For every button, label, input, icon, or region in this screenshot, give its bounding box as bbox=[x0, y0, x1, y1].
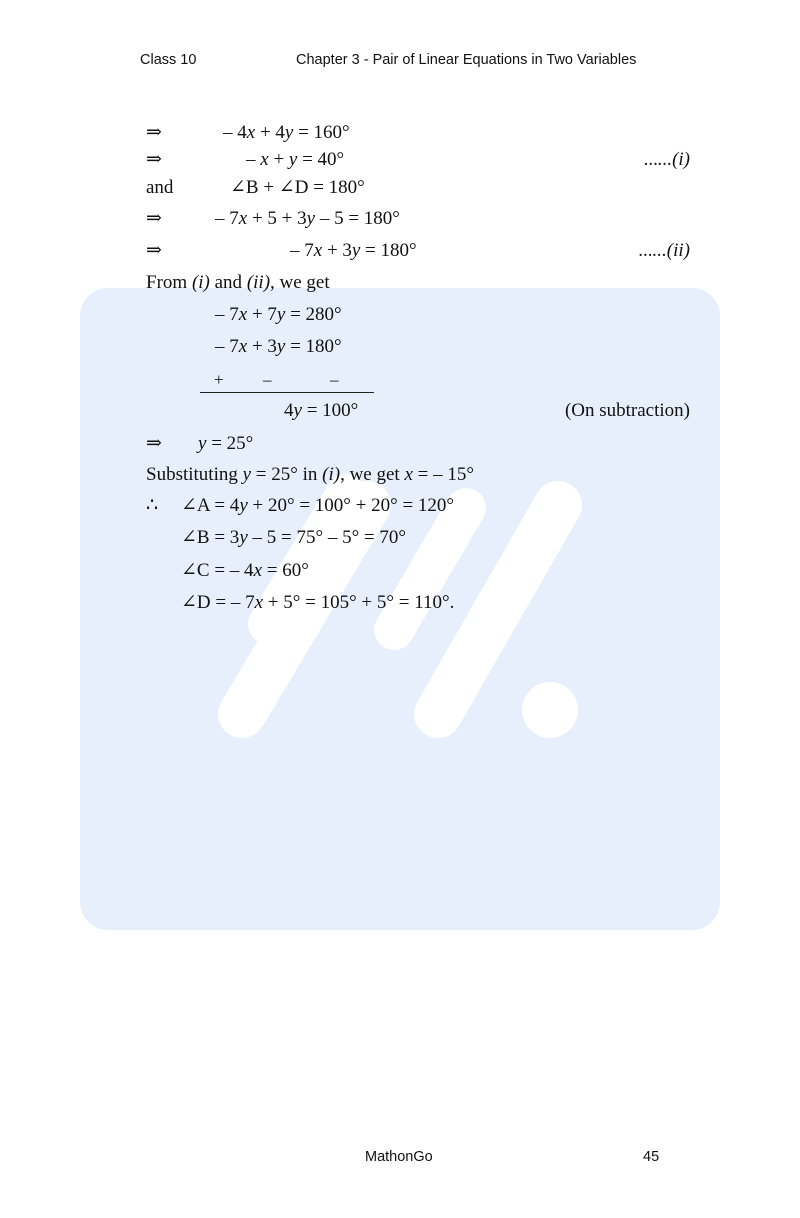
implies-symbol: ⇒ bbox=[146, 208, 162, 229]
implies-symbol: ⇒ bbox=[146, 433, 162, 454]
equation-tag: ......(ii) bbox=[638, 240, 690, 261]
equation-line: – 7x + 7y = 280° bbox=[215, 304, 342, 325]
subtraction-sign: – bbox=[263, 370, 272, 389]
equation-line: – x + y = 40° bbox=[246, 149, 345, 170]
equation-line: – 7x + 3y = 180° bbox=[215, 336, 342, 357]
subtraction-sign: – bbox=[330, 370, 339, 389]
equation-line: ∠B + ∠D = 180° bbox=[230, 177, 365, 198]
footer-brand: MathonGo bbox=[365, 1149, 433, 1165]
header-chapter-title: Chapter 3 - Pair of Linear Equations in Two Variables bbox=[296, 52, 637, 68]
equation-tag: ......(i) bbox=[643, 149, 690, 170]
text-line: Substituting y = 25° in (i), we get x = – 15° bbox=[146, 464, 474, 485]
implies-symbol: ⇒ bbox=[146, 240, 162, 261]
implies-symbol: ⇒ bbox=[146, 149, 162, 170]
equation-line: – 4x + 4y = 160° bbox=[223, 122, 350, 143]
page-number: 45 bbox=[643, 1149, 660, 1165]
subtraction-rule bbox=[200, 392, 374, 393]
equation-note: (On subtraction) bbox=[564, 400, 690, 421]
subtraction-sign: + bbox=[214, 370, 224, 389]
equation-line: – 7x + 5 + 3y – 5 = 180° bbox=[215, 208, 400, 229]
therefore-symbol: ∴ bbox=[146, 495, 159, 516]
implies-symbol: ⇒ bbox=[146, 122, 162, 143]
equation-line: ∠B = 3y – 5 = 75° – 5° = 70° bbox=[181, 527, 406, 548]
equation-line: 4y = 100° bbox=[284, 400, 359, 421]
equation-line: ∠C = – 4x = 60° bbox=[181, 560, 309, 581]
equation-line: – 7x + 3y = 180° bbox=[290, 240, 417, 261]
equation-line: y = 25° bbox=[198, 433, 254, 454]
text-line: From (i) and (ii), we get bbox=[146, 272, 330, 293]
header-class: Class 10 bbox=[140, 52, 197, 68]
connector-text: and bbox=[146, 177, 174, 198]
equation-line: ∠D = – 7x + 5° = 105° + 5° = 110°. bbox=[181, 592, 455, 613]
equation-line: ∠A = 4y + 20° = 100° + 20° = 120° bbox=[181, 495, 455, 516]
